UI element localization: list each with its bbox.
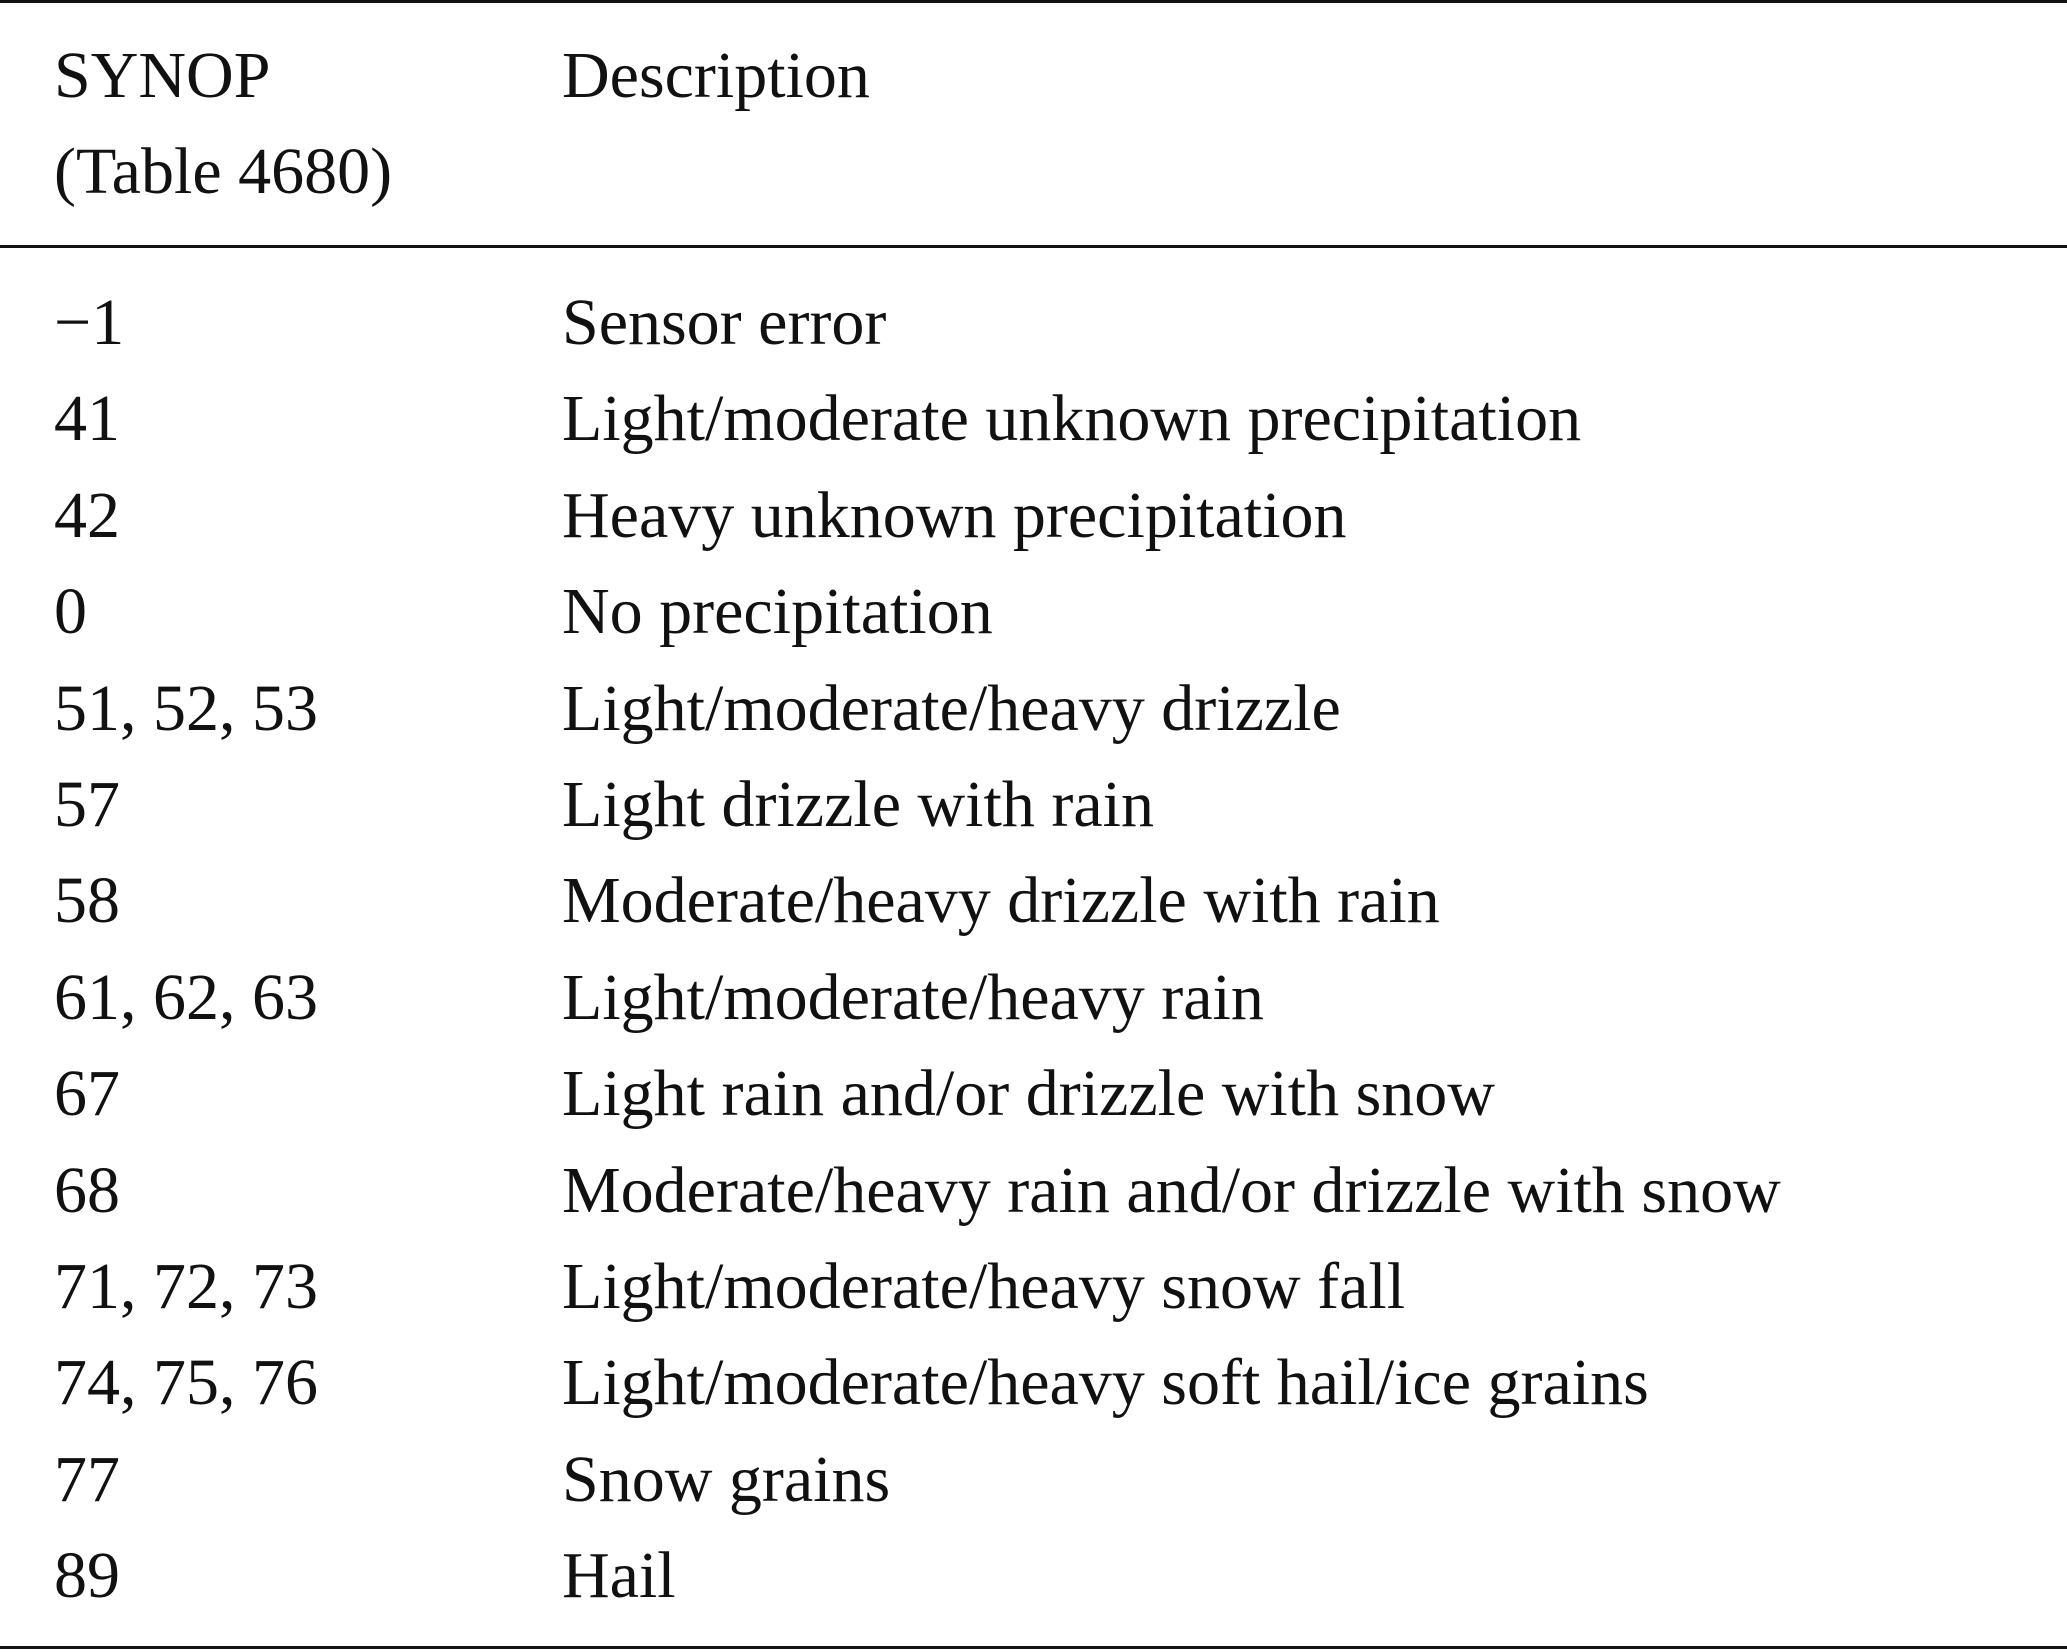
row-description: Light/moderate/heavy drizzle [562,671,1341,745]
row-code: 68 [54,1153,120,1227]
table-row [0,1046,2067,1142]
row-code: 71, 72, 73 [54,1249,318,1323]
table-row [0,950,2067,1046]
row-code: 58 [54,864,120,938]
table-top-rule [0,0,2067,3]
table-row [0,275,2067,371]
header-code-line1: SYNOP [54,39,271,112]
table-row [0,1239,2067,1335]
table-row [0,1432,2067,1528]
row-code: 0 [54,575,87,649]
row-description: No precipitation [562,575,993,649]
row-code: 89 [54,1539,120,1613]
header-synop-code [54,28,392,220]
row-description: Light drizzle with rain [562,767,1154,841]
row-description: Light/moderate/heavy soft hail/ice grains [562,1346,1649,1420]
row-description: Light/moderate/heavy snow fall [562,1249,1406,1323]
table-bottom-rule [0,1646,2067,1649]
table-row [0,564,2067,660]
row-description: Light/moderate unknown precipitation [562,382,1582,456]
table-header-rule [0,245,2067,248]
row-code: 74, 75, 76 [54,1346,318,1420]
row-code: 77 [54,1442,120,1516]
row-code: 42 [54,478,120,552]
row-description: Sensor error [562,286,887,359]
row-description: Light rain and/or drizzle with snow [562,1057,1495,1131]
table-row [0,853,2067,949]
row-description: Heavy unknown precipitation [562,478,1347,552]
row-code: 41 [54,382,120,456]
table-body [0,275,2067,1624]
row-code: 61, 62, 63 [54,960,318,1034]
header-code-line2: (Table 4680) [54,135,393,208]
row-code: −1 [54,286,125,359]
row-description: Snow grains [562,1442,891,1516]
table-row [0,468,2067,564]
row-code: 67 [54,1057,120,1131]
row-code: 51, 52, 53 [54,671,318,745]
table-row [0,661,2067,757]
table-row [0,371,2067,467]
row-code: 57 [54,767,120,841]
header-description: Description [562,39,870,112]
table-row [0,1335,2067,1431]
row-description: Hail [562,1539,676,1613]
table-header [0,28,2067,228]
row-description: Light/moderate/heavy rain [562,960,1264,1034]
row-description: Moderate/heavy drizzle with rain [562,864,1440,938]
table-row [0,1528,2067,1624]
table-row [0,1143,2067,1239]
table-row [0,757,2067,853]
row-description: Moderate/heavy rain and/or drizzle with snow [562,1153,1781,1227]
